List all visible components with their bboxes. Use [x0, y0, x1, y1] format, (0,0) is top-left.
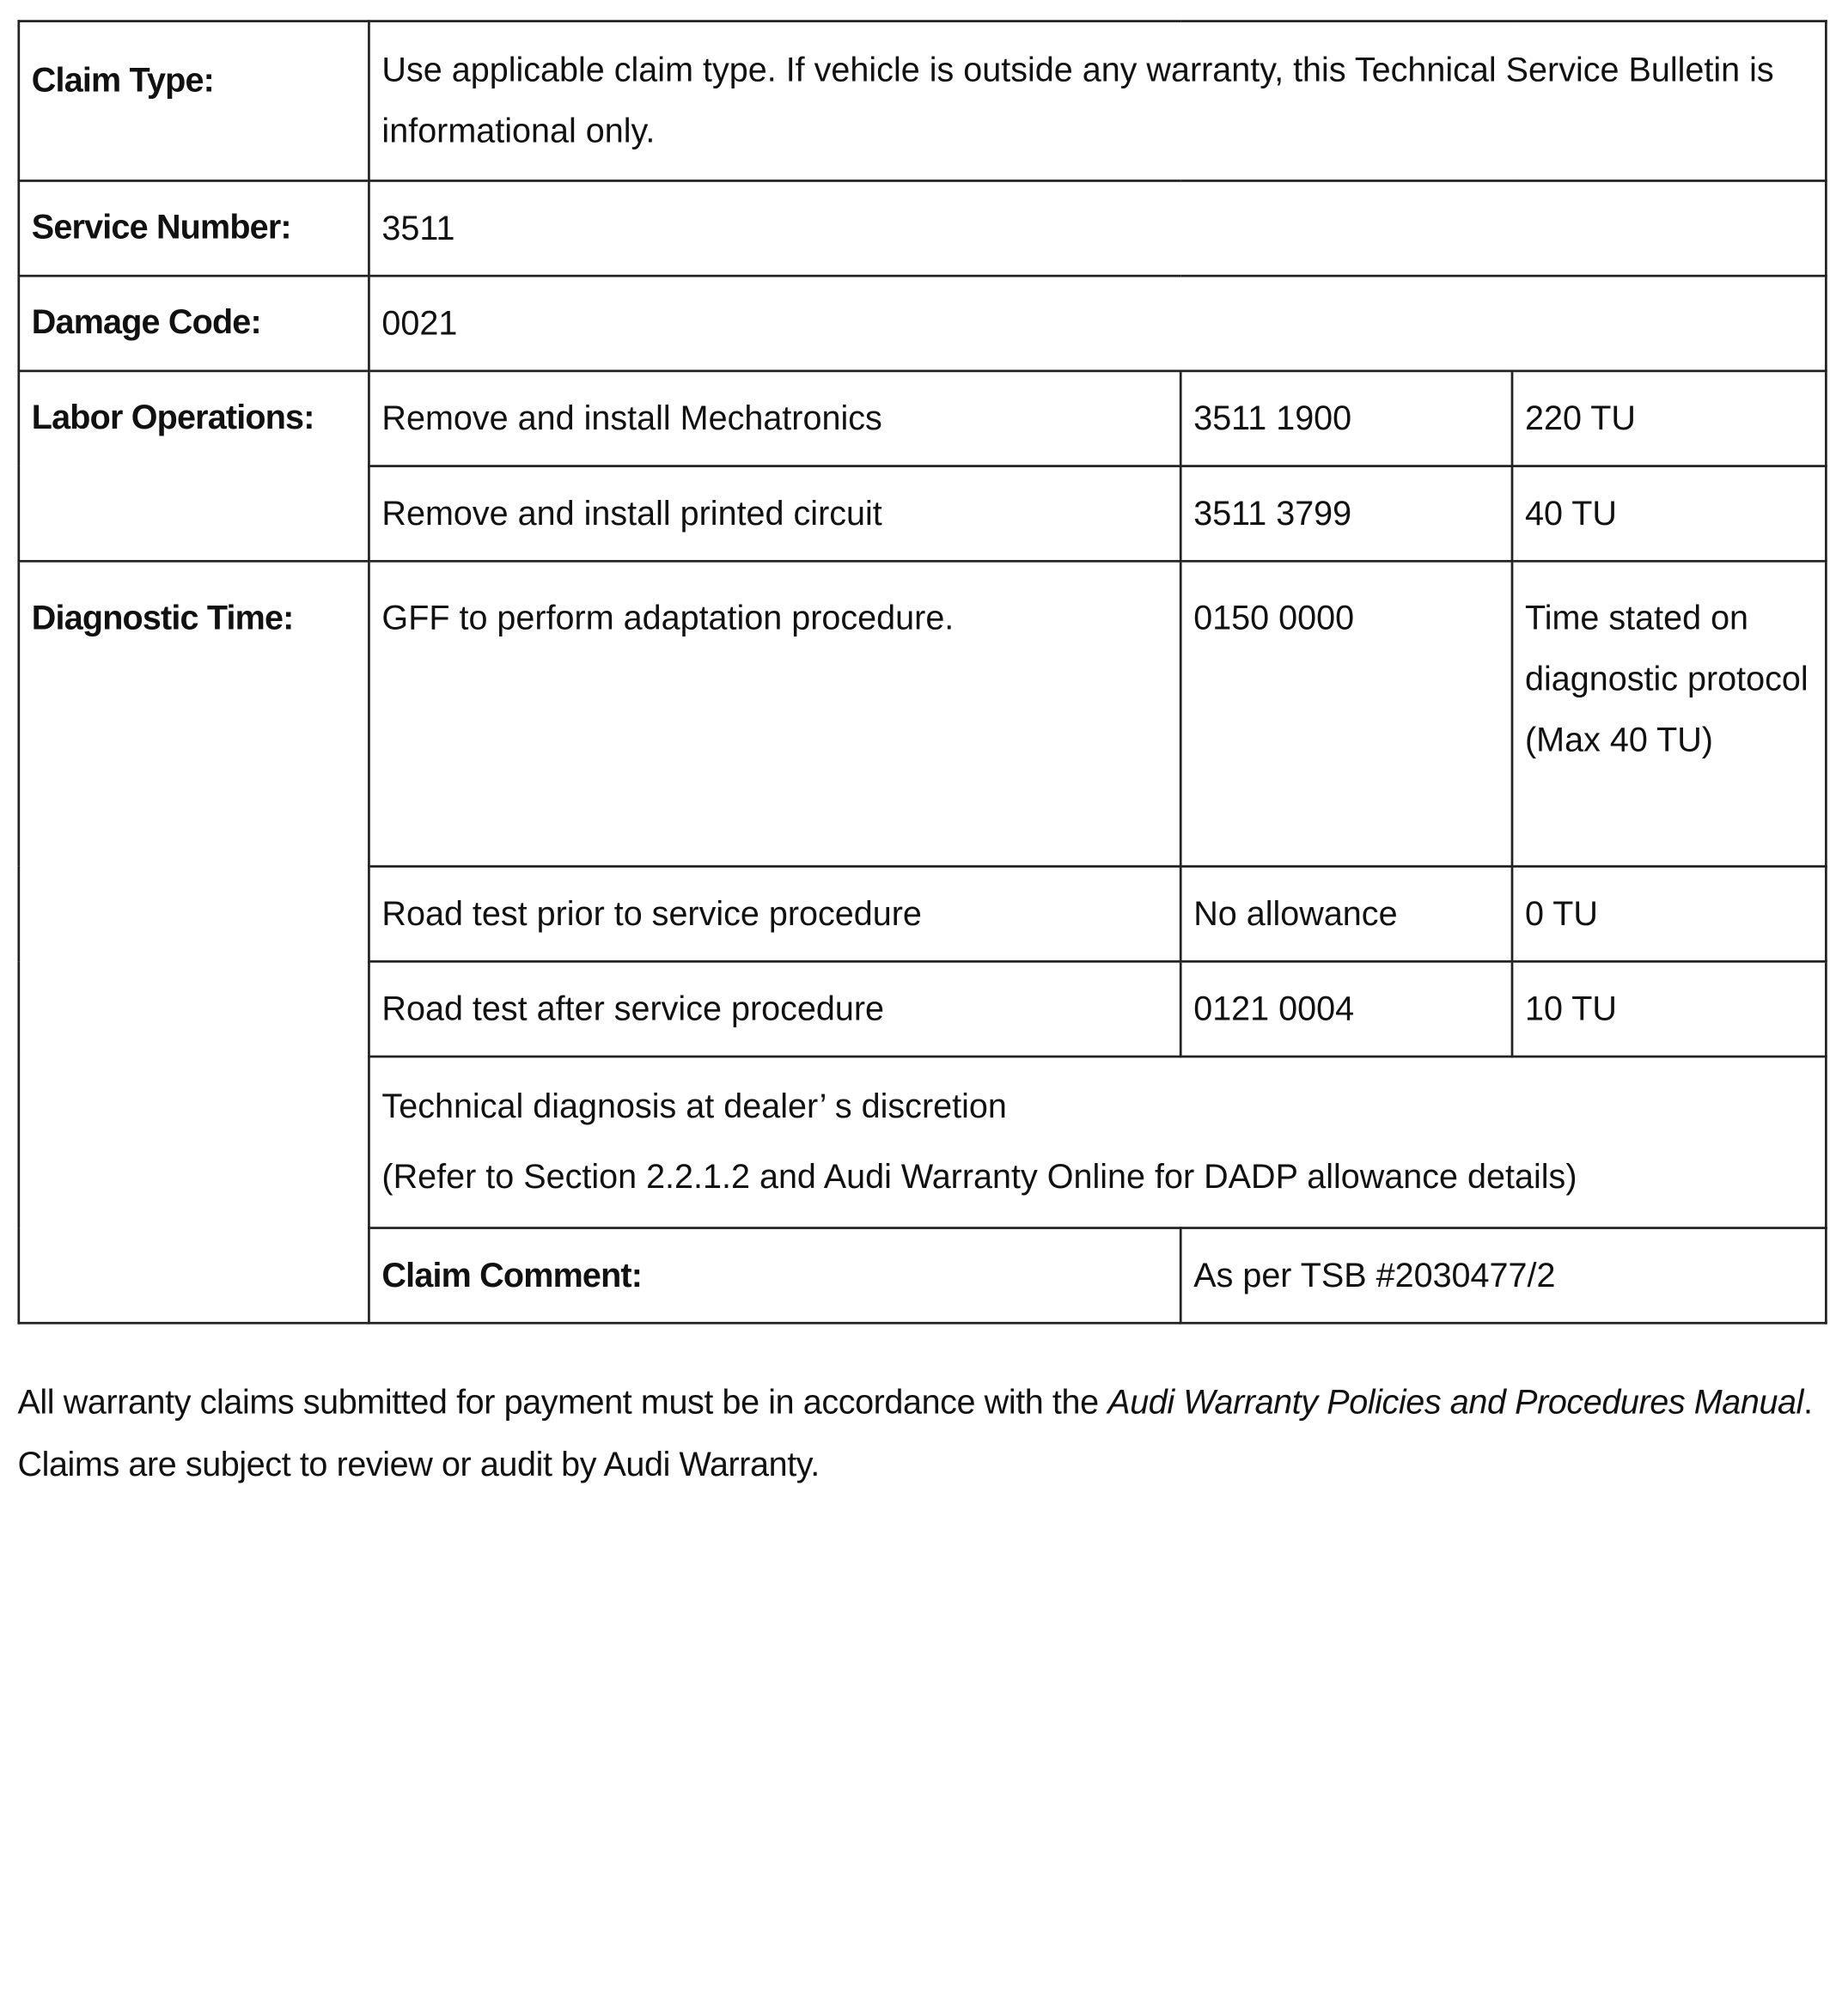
diagnostic-description: Road test after service procedure: [369, 961, 1180, 1057]
labor-operation-row: [19, 371, 1827, 466]
technical-diagnosis-text: Technical diagnosis at dealer’ s discretion: [381, 1087, 1007, 1126]
damage-code-value: 0021: [369, 276, 1826, 371]
diagnostic-description: GFF to perform adaptation procedure.: [369, 561, 1180, 866]
labor-operation-time: 220 TU: [1512, 371, 1826, 466]
warranty-manual-title: Audi Warranty Policies and Procedures Manual: [1107, 1384, 1803, 1422]
warranty-footer-note: [17, 1373, 1827, 1497]
diagnostic-time-label: Diagnostic Time:: [19, 561, 369, 1323]
labor-operation-description: Remove and install printed circuit: [369, 466, 1180, 562]
labor-operation-code: 3511 1900: [1180, 371, 1512, 466]
diagnostic-time: 0 TU: [1512, 867, 1826, 962]
service-number-row: [19, 180, 1827, 276]
service-number-label: Service Number:: [19, 180, 369, 276]
technical-diagnosis-cell: [369, 1057, 1826, 1228]
damage-code-label: Damage Code:: [19, 276, 369, 371]
diagnostic-code: 0121 0004: [1180, 961, 1512, 1057]
damage-code-row: [19, 276, 1827, 371]
diagnostic-code: No allowance: [1180, 867, 1512, 962]
claim-comment-value: As per TSB #2030477/2: [1180, 1228, 1826, 1324]
footer-text-after: . Claims are subject to review or audit by Audi Warranty.: [17, 1384, 1813, 1484]
diagnostic-description: Road test prior to service procedure: [369, 867, 1180, 962]
labor-operations-label: Labor Operations:: [19, 371, 369, 561]
labor-operation-code: 3511 3799: [1180, 466, 1512, 562]
footer-text-before: All warranty claims submitted for payment must be in accordance with the: [17, 1384, 1108, 1422]
warranty-claim-table: [17, 20, 1827, 1324]
diagnostic-code: 0150 0000: [1180, 561, 1512, 866]
claim-type-label: Claim Type:: [19, 21, 369, 181]
diagnostic-time: 10 TU: [1512, 961, 1826, 1057]
claim-type-value: Use applicable claim type. If vehicle is outside any warranty, this Technical Service Bulletin is informational only.: [369, 21, 1826, 181]
diagnostic-time: Time stated on diagnostic protocol (Max 40 TU): [1512, 561, 1826, 866]
claim-type-row: [19, 21, 1827, 181]
labor-operation-time: 40 TU: [1512, 466, 1826, 562]
service-number-value: 3511: [369, 180, 1826, 276]
claim-comment-label: Claim Comment:: [369, 1228, 1180, 1324]
technical-diagnosis-reference: (Refer to Section 2.2.1.2 and Audi Warranty Online for DADP allowance details): [381, 1158, 1577, 1197]
labor-operation-description: Remove and install Mechatronics: [369, 371, 1180, 466]
diagnostic-time-row: [19, 561, 1827, 866]
